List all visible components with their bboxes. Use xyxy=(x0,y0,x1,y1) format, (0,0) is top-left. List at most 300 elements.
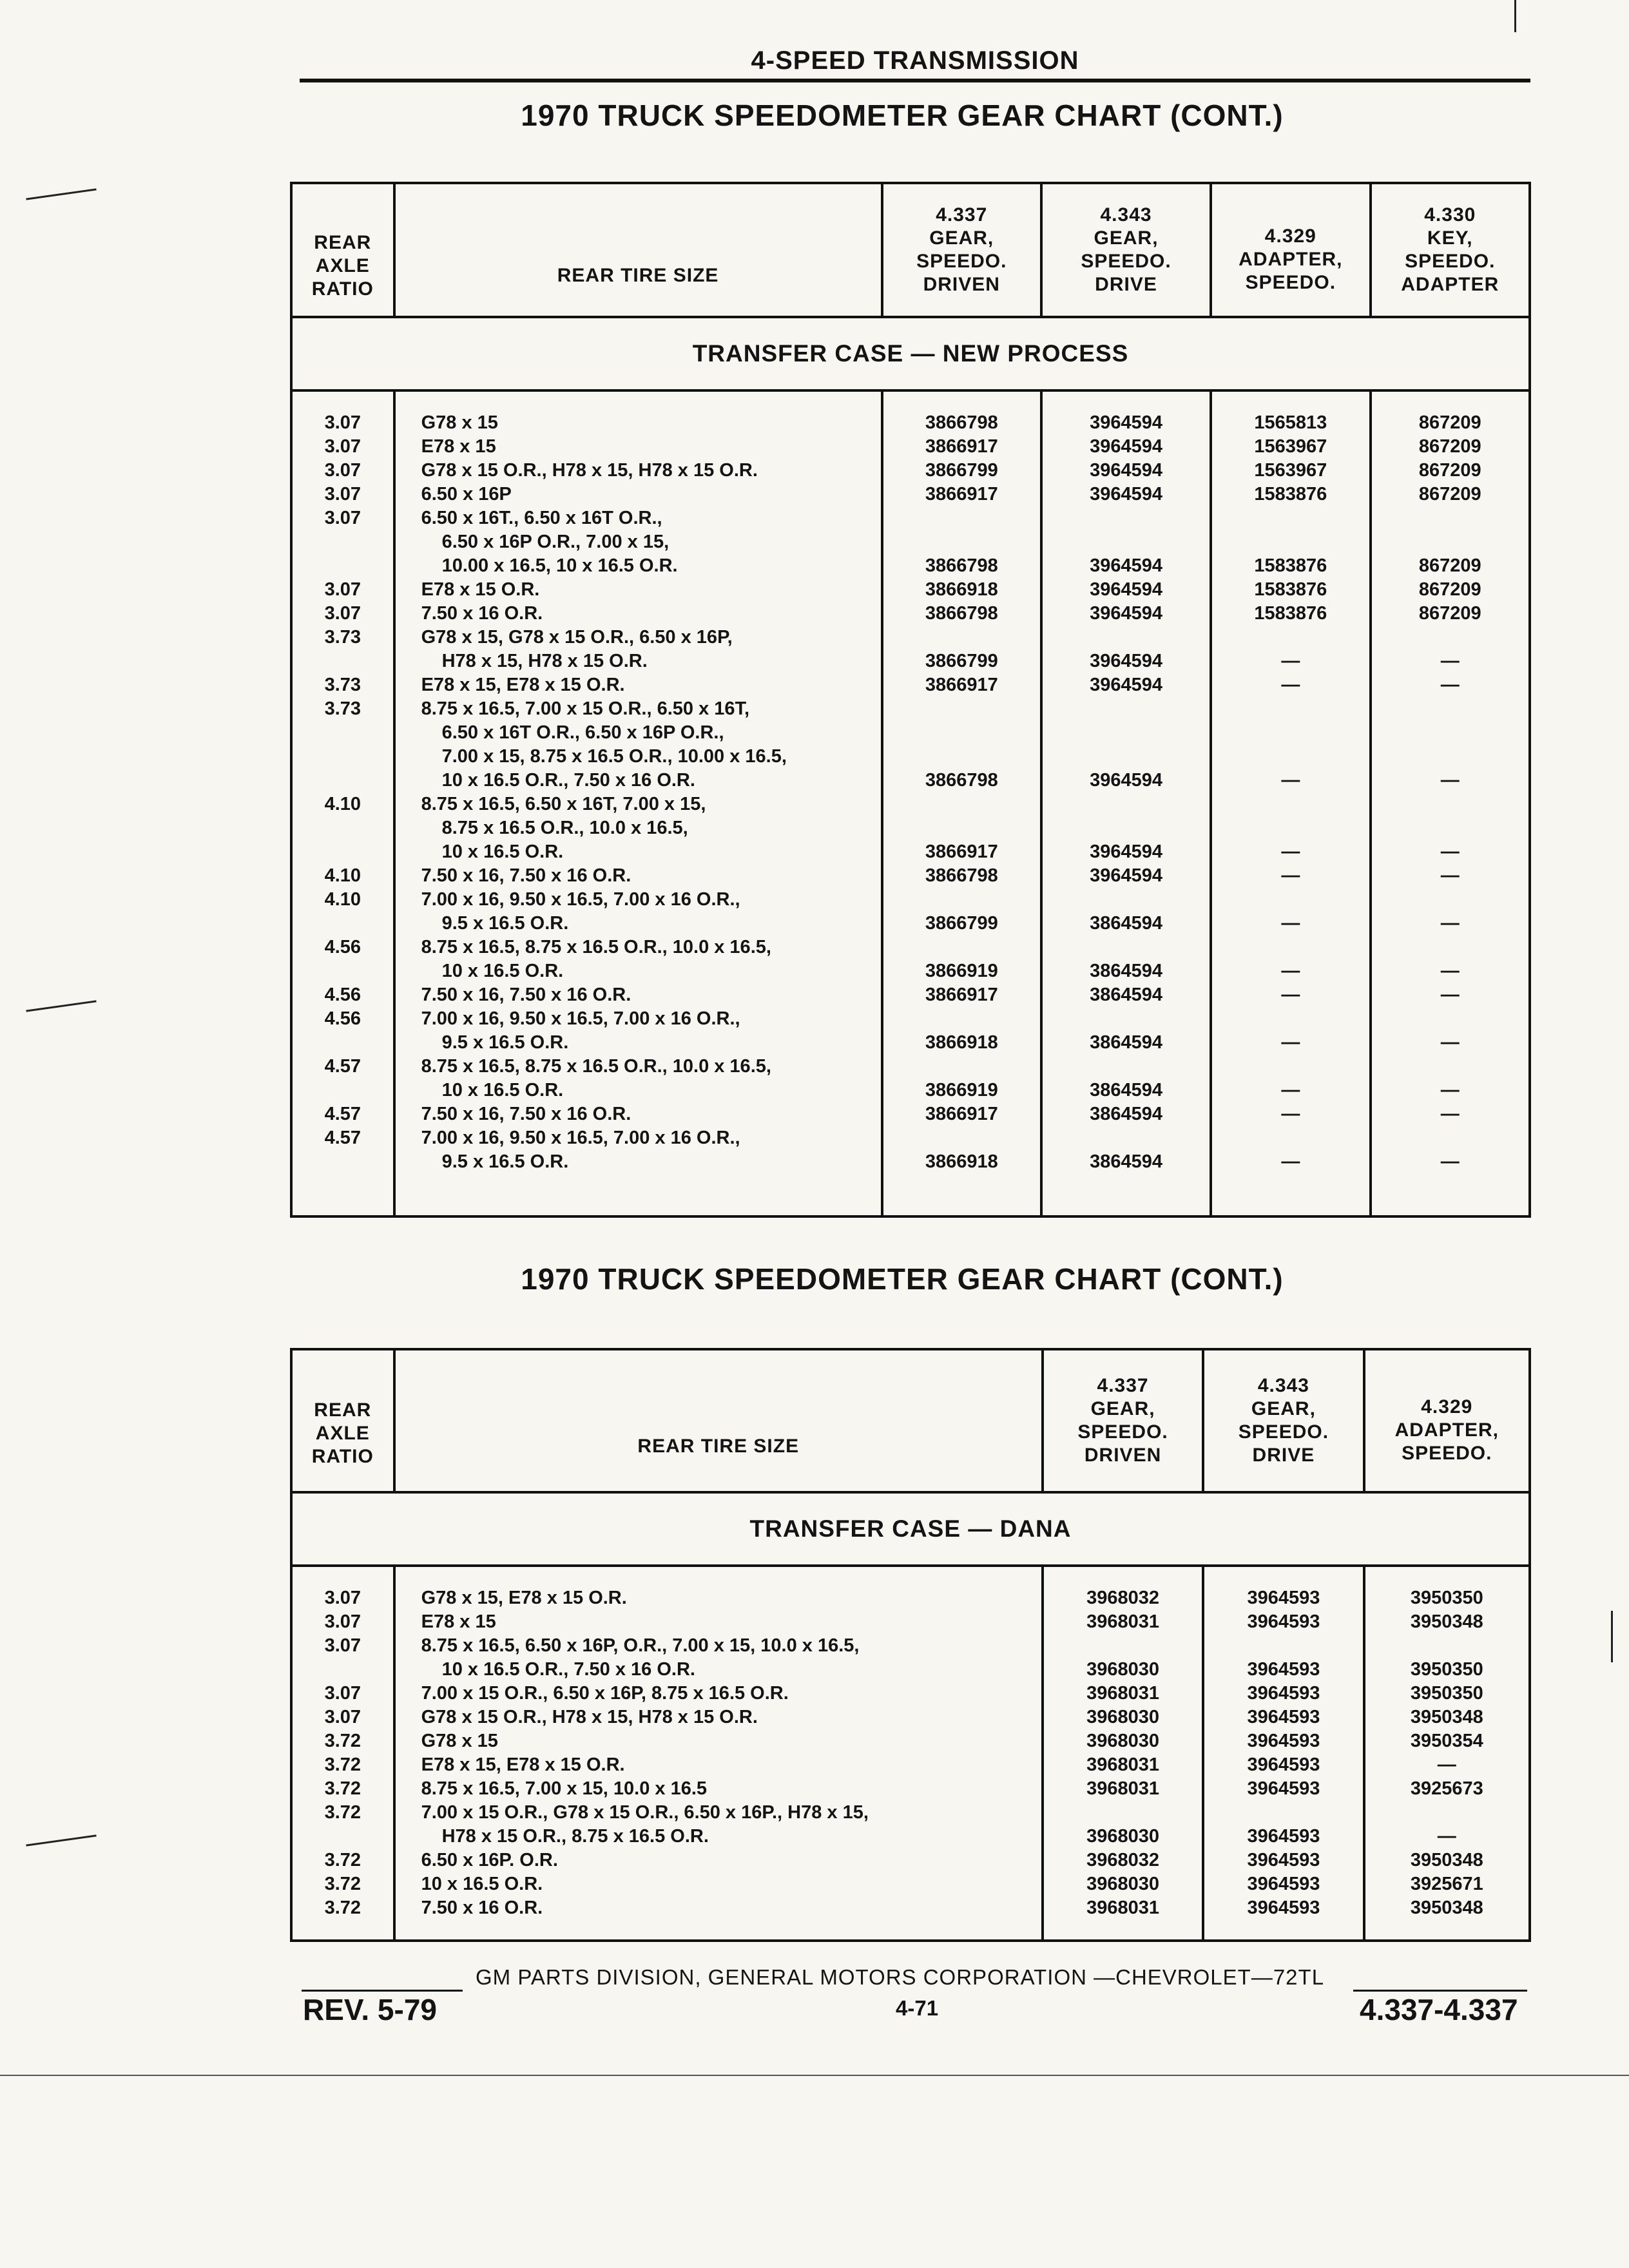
cell-key: — xyxy=(1440,985,1460,1005)
cell-adapter: — xyxy=(1281,865,1300,886)
cell-adapter xyxy=(1365,1634,1528,1658)
cell-tire: 10 x 16.5 O.R. xyxy=(421,1874,543,1894)
tire-size-column xyxy=(394,390,882,1216)
cell-key: — xyxy=(1440,1080,1460,1100)
cell-tire: 9.5 x 16.5 O.R. xyxy=(441,1032,569,1053)
cell-drive: 3964593 xyxy=(1247,1588,1320,1608)
adapter-column xyxy=(1211,390,1370,1216)
cell-driven: 3866917 xyxy=(925,484,998,505)
cell-tire: 10.00 x 16.5, 10 x 16.5 O.R. xyxy=(441,555,678,576)
cell-ratio: 4.10 xyxy=(324,794,361,814)
cell-adapter xyxy=(1212,721,1369,745)
chart-title-1: 1970 TRUCK SPEEDOMETER GEAR CHART (CONT.) xyxy=(521,99,1284,132)
cell-drive: 3964594 xyxy=(1090,865,1162,886)
cell-tire: 8.75 x 16.5, 8.75 x 16.5 O.R., 10.0 x 16.5, xyxy=(421,937,771,957)
cell-driven: 3866918 xyxy=(925,1151,998,1172)
cell-drive: 3864594 xyxy=(1090,1151,1162,1172)
cell-driven xyxy=(883,816,1040,840)
cell-key: — xyxy=(1440,1151,1460,1172)
cell-drive xyxy=(1043,745,1210,769)
cell-driven: 3968031 xyxy=(1086,1898,1160,1918)
cell-tire: 7.00 x 15 O.R., 6.50 x 16P, 8.75 x 16.5 O.R. xyxy=(421,1683,789,1704)
cell-drive: 3864594 xyxy=(1090,1032,1162,1053)
cell-ratio xyxy=(293,959,393,983)
cell-key: — xyxy=(1440,1032,1460,1053)
cell-adapter: — xyxy=(1281,1032,1300,1053)
cell-tire: 9.5 x 16.5 O.R. xyxy=(441,913,569,934)
cell-driven: 3968030 xyxy=(1086,1659,1160,1680)
cell-driven xyxy=(883,697,1040,721)
cell-adapter: 3925671 xyxy=(1410,1874,1483,1894)
cell-adapter: 3950348 xyxy=(1410,1898,1483,1918)
cell-drive xyxy=(1204,1801,1362,1825)
cell-adapter: 3950348 xyxy=(1410,1850,1483,1870)
cell-driven: 3866917 xyxy=(925,841,998,862)
cell-ratio: 4.10 xyxy=(324,865,361,886)
cell-driven xyxy=(883,1126,1040,1150)
cell-adapter: 1565813 xyxy=(1254,412,1327,433)
cell-adapter xyxy=(1212,745,1369,769)
footer-page-number: 4-71 xyxy=(896,1996,939,2020)
cell-tire: 10 x 16.5 O.R. xyxy=(441,1080,564,1100)
cell-drive: 3864594 xyxy=(1090,961,1162,981)
cell-driven xyxy=(1044,1801,1202,1825)
cell-ratio: 3.07 xyxy=(324,1707,361,1727)
cell-ratio xyxy=(293,1031,393,1055)
cell-adapter: 1563967 xyxy=(1254,460,1327,481)
header-gear-drive: 4.343 GEAR, SPEEDO. DRIVE xyxy=(1041,183,1211,317)
cell-driven xyxy=(883,626,1040,649)
cell-driven: 3866918 xyxy=(925,1032,998,1053)
cell-adapter xyxy=(1212,816,1369,840)
cell-adapter: 3950354 xyxy=(1410,1731,1483,1751)
cell-tire: 6.50 x 16P O.R., 7.00 x 15, xyxy=(441,532,670,552)
cell-key xyxy=(1372,721,1528,745)
cell-adapter: — xyxy=(1281,985,1300,1005)
cell-key: 867209 xyxy=(1418,579,1481,600)
footer-publisher: GM PARTS DIVISION, GENERAL MOTORS CORPORATION —CHEVROLET—72TL xyxy=(476,1965,1325,1989)
cell-tire: G78 x 15, G78 x 15 O.R., 6.50 x 16P, xyxy=(421,627,733,648)
cell-key: 867209 xyxy=(1418,412,1481,433)
cell-ratio xyxy=(293,554,393,578)
cell-drive: 3964594 xyxy=(1090,555,1162,576)
cell-driven xyxy=(883,936,1040,959)
cell-ratio: 3.72 xyxy=(324,1778,361,1799)
cell-ratio xyxy=(293,1150,393,1174)
cell-drive xyxy=(1043,816,1210,840)
cell-driven: 3968031 xyxy=(1086,1754,1160,1775)
cell-drive: 3964594 xyxy=(1090,436,1162,457)
cell-drive: 3964594 xyxy=(1090,579,1162,600)
cell-tire: 7.50 x 16 O.R. xyxy=(421,603,543,624)
cell-ratio xyxy=(293,649,393,673)
header-axle-ratio: REAR AXLE RATIO xyxy=(291,183,394,317)
cell-driven: 3866917 xyxy=(925,1104,998,1124)
cell-drive: 3964593 xyxy=(1247,1707,1320,1727)
cell-tire: H78 x 15 O.R., 8.75 x 16.5 O.R. xyxy=(441,1826,709,1847)
section-heading: 4-SPEED TRANSMISSION xyxy=(751,46,1079,75)
cell-tire: 6.50 x 16P xyxy=(421,484,512,505)
cell-key: 867209 xyxy=(1418,603,1481,624)
cell-adapter xyxy=(1212,1126,1369,1150)
cell-ratio: 4.10 xyxy=(324,889,361,910)
cell-ratio xyxy=(293,745,393,769)
cell-ratio: 3.73 xyxy=(324,698,361,719)
tire-size-column xyxy=(394,1566,1043,1941)
cell-drive: 3864594 xyxy=(1090,1080,1162,1100)
cell-driven: 3968031 xyxy=(1086,1683,1160,1704)
gear-driven-column xyxy=(1043,1566,1203,1941)
cell-key: 867209 xyxy=(1418,484,1481,505)
cell-drive: 3964593 xyxy=(1247,1754,1320,1775)
header-adapter: 4.329 ADAPTER, SPEEDO. xyxy=(1211,183,1370,317)
cell-drive xyxy=(1043,530,1210,554)
cell-drive xyxy=(1043,506,1210,530)
cell-driven: 3968030 xyxy=(1086,1874,1160,1894)
cell-adapter: 1583876 xyxy=(1254,579,1327,600)
cell-ratio xyxy=(293,1658,393,1682)
cell-drive: 3964594 xyxy=(1090,651,1162,671)
cell-drive xyxy=(1043,721,1210,745)
cell-adapter: — xyxy=(1281,651,1300,671)
cell-ratio: 3.72 xyxy=(324,1731,361,1751)
cell-drive: 3964594 xyxy=(1090,603,1162,624)
cell-drive xyxy=(1043,626,1210,649)
cell-ratio: 3.07 xyxy=(324,436,361,457)
cell-driven: 3866917 xyxy=(925,436,998,457)
cell-drive xyxy=(1043,697,1210,721)
cell-drive: 3964593 xyxy=(1247,1611,1320,1632)
cell-tire: 7.00 x 16, 9.50 x 16.5, 7.00 x 16 O.R., xyxy=(421,1008,740,1029)
chart-title-2: 1970 TRUCK SPEEDOMETER GEAR CHART (CONT.) xyxy=(521,1262,1284,1296)
cell-key: 867209 xyxy=(1418,460,1481,481)
cell-drive: 3964593 xyxy=(1247,1683,1320,1704)
cell-ratio: 3.72 xyxy=(324,1874,361,1894)
cell-driven: 3866917 xyxy=(925,985,998,1005)
scan-mark xyxy=(26,188,96,200)
cell-ratio: 4.56 xyxy=(324,937,361,957)
cell-ratio: 3.07 xyxy=(324,460,361,481)
cell-key xyxy=(1372,816,1528,840)
cell-tire: 10 x 16.5 O.R. xyxy=(441,961,564,981)
cell-key xyxy=(1372,1055,1528,1079)
gear-driven-column xyxy=(882,390,1041,1216)
scan-bottom-line xyxy=(0,2075,1629,2076)
cell-drive: 3964593 xyxy=(1247,1874,1320,1894)
cell-ratio: 4.57 xyxy=(324,1104,361,1124)
cell-key xyxy=(1372,697,1528,721)
cell-adapter xyxy=(1212,936,1369,959)
cell-adapter: — xyxy=(1281,675,1300,695)
cell-ratio: 3.72 xyxy=(324,1754,361,1775)
cell-ratio xyxy=(293,1825,393,1849)
gear-drive-column xyxy=(1041,390,1211,1216)
cell-tire: 8.75 x 16.5, 7.00 x 15 O.R., 6.50 x 16T, xyxy=(421,698,750,719)
cell-ratio: 3.07 xyxy=(324,1683,361,1704)
cell-key: — xyxy=(1440,675,1460,695)
key-adapter-column xyxy=(1371,390,1530,1216)
cell-adapter xyxy=(1212,530,1369,554)
cell-adapter: 3950350 xyxy=(1410,1588,1483,1608)
cell-key: — xyxy=(1440,961,1460,981)
cell-tire: 8.75 x 16.5 O.R., 10.0 x 16.5, xyxy=(441,818,688,838)
cell-driven: 3968032 xyxy=(1086,1850,1160,1870)
transfer-case-label: TRANSFER CASE — DANA xyxy=(291,1492,1530,1566)
cell-adapter: 1563967 xyxy=(1254,436,1327,457)
cell-ratio xyxy=(293,840,393,864)
cell-ratio: 3.07 xyxy=(324,603,361,624)
cell-key xyxy=(1372,530,1528,554)
cell-tire: G78 x 15 O.R., H78 x 15, H78 x 15 O.R. xyxy=(421,1707,758,1727)
gear-chart-new-process xyxy=(290,182,1531,1218)
header-adapter: 4.329 ADAPTER, SPEEDO. xyxy=(1364,1349,1530,1492)
cell-driven: 3866798 xyxy=(925,865,998,886)
cell-ratio xyxy=(293,816,393,840)
cell-adapter: 3950350 xyxy=(1410,1683,1483,1704)
cell-key xyxy=(1372,936,1528,959)
header-gear-driven: 4.337 GEAR, SPEEDO. DRIVEN xyxy=(1043,1349,1203,1492)
cell-driven xyxy=(883,793,1040,816)
cell-driven: 3968032 xyxy=(1086,1588,1160,1608)
cell-ratio xyxy=(293,721,393,745)
cell-driven xyxy=(883,888,1040,912)
cell-drive: 3964594 xyxy=(1090,770,1162,791)
cell-adapter: — xyxy=(1281,1151,1300,1172)
cell-drive: 3964594 xyxy=(1090,675,1162,695)
cell-driven: 3968031 xyxy=(1086,1611,1160,1632)
cell-ratio: 3.07 xyxy=(324,1611,361,1632)
cell-ratio: 3.07 xyxy=(324,484,361,505)
cell-ratio xyxy=(293,530,393,554)
cell-drive: 3964594 xyxy=(1090,460,1162,481)
cell-drive xyxy=(1043,793,1210,816)
cell-ratio: 3.07 xyxy=(324,1635,361,1656)
cell-key: — xyxy=(1440,651,1460,671)
ratio-column xyxy=(291,1566,394,1941)
cell-tire: 7.00 x 15, 8.75 x 16.5 O.R., 10.00 x 16.5, xyxy=(441,746,787,767)
cell-drive xyxy=(1043,1126,1210,1150)
cell-key xyxy=(1372,1126,1528,1150)
cell-key xyxy=(1372,626,1528,649)
cell-drive xyxy=(1043,1055,1210,1079)
cell-key: — xyxy=(1440,1104,1460,1124)
cell-driven: 3866919 xyxy=(925,1080,998,1100)
cell-ratio: 3.72 xyxy=(324,1802,361,1823)
footer-rule-left xyxy=(302,1990,463,1992)
cell-drive: 3864594 xyxy=(1090,1104,1162,1124)
cell-tire: 6.50 x 16T O.R., 6.50 x 16P O.R., xyxy=(441,722,724,743)
cell-driven xyxy=(883,721,1040,745)
cell-driven: 3866798 xyxy=(925,603,998,624)
scan-mark xyxy=(1514,0,1516,32)
cell-driven: 3968031 xyxy=(1086,1778,1160,1799)
cell-tire: E78 x 15, E78 x 15 O.R. xyxy=(421,675,625,695)
cell-drive: 3964593 xyxy=(1247,1850,1320,1870)
cell-key: — xyxy=(1440,865,1460,886)
cell-key xyxy=(1372,1007,1528,1031)
cell-tire: 10 x 16.5 O.R., 7.50 x 16 O.R. xyxy=(441,1659,695,1680)
cell-adapter xyxy=(1212,697,1369,721)
cell-driven: 3866918 xyxy=(925,579,998,600)
transfer-case-label: TRANSFER CASE — NEW PROCESS xyxy=(291,317,1530,390)
cell-tire: 7.50 x 16 O.R. xyxy=(421,1898,543,1918)
cell-ratio xyxy=(293,1079,393,1102)
cell-driven: 3866798 xyxy=(925,412,998,433)
cell-driven: 3866798 xyxy=(925,555,998,576)
cell-driven xyxy=(1044,1634,1202,1658)
cell-driven: 3866917 xyxy=(925,675,998,695)
cell-adapter: 3950348 xyxy=(1410,1707,1483,1727)
cell-driven xyxy=(883,530,1040,554)
cell-adapter: 3950348 xyxy=(1410,1611,1483,1632)
header-gear-driven: 4.337 GEAR, SPEEDO. DRIVEN xyxy=(882,183,1041,317)
cell-driven: 3866799 xyxy=(925,651,998,671)
cell-drive: 3864594 xyxy=(1090,985,1162,1005)
cell-ratio xyxy=(293,769,393,793)
cell-drive: 3964593 xyxy=(1247,1778,1320,1799)
cell-tire: 6.50 x 16T., 6.50 x 16T O.R., xyxy=(421,508,662,528)
cell-tire: 8.75 x 16.5, 6.50 x 16T, 7.00 x 15, xyxy=(421,794,706,814)
cell-adapter: — xyxy=(1281,841,1300,862)
cell-adapter: — xyxy=(1281,913,1300,934)
cell-drive xyxy=(1043,1007,1210,1031)
cell-tire: 10 x 16.5 O.R. xyxy=(441,841,564,862)
cell-drive xyxy=(1204,1634,1362,1658)
cell-adapter xyxy=(1212,793,1369,816)
cell-adapter: — xyxy=(1281,1104,1300,1124)
cell-driven xyxy=(883,1007,1040,1031)
header-axle-ratio: REAR AXLE RATIO xyxy=(291,1349,394,1492)
cell-tire: G78 x 15 xyxy=(421,412,498,433)
cell-key xyxy=(1372,888,1528,912)
cell-adapter: — xyxy=(1281,770,1300,791)
cell-tire: 7.50 x 16, 7.50 x 16 O.R. xyxy=(421,865,631,886)
cell-ratio xyxy=(293,912,393,936)
cell-tire: 8.75 x 16.5, 8.75 x 16.5 O.R., 10.0 x 16.5, xyxy=(421,1056,771,1077)
cell-key: — xyxy=(1440,841,1460,862)
cell-tire: G78 x 15 xyxy=(421,1731,498,1751)
cell-tire: 10 x 16.5 O.R., 7.50 x 16 O.R. xyxy=(441,770,695,791)
cell-ratio: 4.57 xyxy=(324,1128,361,1148)
cell-drive: 3964594 xyxy=(1090,841,1162,862)
cell-adapter: 3925673 xyxy=(1410,1778,1483,1799)
cell-adapter xyxy=(1212,1055,1369,1079)
cell-adapter xyxy=(1212,506,1369,530)
cell-drive: 3964593 xyxy=(1247,1731,1320,1751)
cell-driven: 3866799 xyxy=(925,913,998,934)
cell-ratio: 3.73 xyxy=(324,627,361,648)
footer-revision: REV. 5-79 xyxy=(303,1993,437,2026)
cell-ratio: 3.07 xyxy=(324,579,361,600)
header-tire-size: REAR TIRE SIZE xyxy=(394,183,882,317)
cell-tire: E78 x 15 O.R. xyxy=(421,579,540,600)
cell-driven xyxy=(883,506,1040,530)
cell-adapter xyxy=(1365,1801,1528,1825)
cell-adapter: 1583876 xyxy=(1254,603,1327,624)
cell-drive: 3964593 xyxy=(1247,1826,1320,1847)
scan-mark xyxy=(1611,1611,1613,1662)
cell-tire: G78 x 15, E78 x 15 O.R. xyxy=(421,1588,627,1608)
cell-tire: 8.75 x 16.5, 6.50 x 16P, O.R., 7.00 x 15, 10.0 x 16.5, xyxy=(421,1635,860,1656)
cell-key: — xyxy=(1440,913,1460,934)
cell-key: 867209 xyxy=(1418,555,1481,576)
cell-ratio: 3.72 xyxy=(324,1850,361,1870)
cell-ratio: 4.56 xyxy=(324,1008,361,1029)
cell-drive: 3964594 xyxy=(1090,484,1162,505)
ratio-column xyxy=(291,390,394,1216)
cell-tire: H78 x 15, H78 x 15 O.R. xyxy=(441,651,648,671)
gear-chart-dana xyxy=(290,1348,1531,1942)
cell-drive: 3964594 xyxy=(1090,412,1162,433)
cell-drive: 3864594 xyxy=(1090,913,1162,934)
cell-ratio: 4.56 xyxy=(324,985,361,1005)
footer-rule-right xyxy=(1353,1990,1527,1992)
header-gear-drive: 4.343 GEAR, SPEEDO. DRIVE xyxy=(1203,1349,1364,1492)
cell-driven xyxy=(883,1055,1040,1079)
cell-tire: E78 x 15 xyxy=(421,1611,496,1632)
cell-tire: E78 x 15, E78 x 15 O.R. xyxy=(421,1754,625,1775)
footer-part-range: 4.337-4.337 xyxy=(1360,1993,1518,2026)
cell-adapter: 1583876 xyxy=(1254,555,1327,576)
cell-key xyxy=(1372,506,1528,530)
scan-mark xyxy=(26,1000,96,1012)
cell-driven: 3968030 xyxy=(1086,1731,1160,1751)
cell-tire: 7.50 x 16, 7.50 x 16 O.R. xyxy=(421,985,631,1005)
cell-ratio: 3.07 xyxy=(324,412,361,433)
cell-ratio: 4.57 xyxy=(324,1056,361,1077)
cell-tire: 7.50 x 16, 7.50 x 16 O.R. xyxy=(421,1104,631,1124)
cell-drive xyxy=(1043,936,1210,959)
cell-driven: 3866798 xyxy=(925,770,998,791)
cell-driven: 3866799 xyxy=(925,460,998,481)
cell-adapter xyxy=(1212,888,1369,912)
cell-tire: 9.5 x 16.5 O.R. xyxy=(441,1151,569,1172)
scan-mark xyxy=(26,1834,96,1846)
cell-drive xyxy=(1043,888,1210,912)
cell-key: 867209 xyxy=(1418,436,1481,457)
adapter-column xyxy=(1364,1566,1530,1941)
gear-drive-column xyxy=(1203,1566,1364,1941)
cell-ratio: 3.07 xyxy=(324,508,361,528)
cell-drive: 3964593 xyxy=(1247,1898,1320,1918)
cell-driven xyxy=(883,745,1040,769)
cell-key xyxy=(1372,745,1528,769)
cell-tire: E78 x 15 xyxy=(421,436,496,457)
cell-adapter: — xyxy=(1281,1080,1300,1100)
cell-tire: G78 x 15 O.R., H78 x 15, H78 x 15 O.R. xyxy=(421,460,758,481)
header-key-adapter: 4.330 KEY, SPEEDO. ADAPTER xyxy=(1371,183,1530,317)
cell-adapter xyxy=(1212,626,1369,649)
cell-driven: 3968030 xyxy=(1086,1826,1160,1847)
heading-rule xyxy=(300,79,1530,82)
cell-ratio: 3.07 xyxy=(324,1588,361,1608)
cell-adapter: 3950350 xyxy=(1410,1659,1483,1680)
cell-tire: 8.75 x 16.5, 7.00 x 15, 10.0 x 16.5 xyxy=(421,1778,708,1799)
cell-key xyxy=(1372,793,1528,816)
cell-tire: 7.00 x 16, 9.50 x 16.5, 7.00 x 16 O.R., xyxy=(421,889,740,910)
cell-key: — xyxy=(1440,770,1460,791)
cell-ratio: 3.73 xyxy=(324,675,361,695)
cell-driven: 3866919 xyxy=(925,961,998,981)
cell-adapter: — xyxy=(1281,961,1300,981)
cell-tire: 7.00 x 15 O.R., G78 x 15 O.R., 6.50 x 16P., H78 x 15, xyxy=(421,1802,869,1823)
header-tire-size: REAR TIRE SIZE xyxy=(394,1349,1043,1492)
cell-tire: 6.50 x 16P. O.R. xyxy=(421,1850,558,1870)
cell-ratio: 3.72 xyxy=(324,1898,361,1918)
cell-adapter: — xyxy=(1437,1826,1456,1847)
cell-tire: 7.00 x 16, 9.50 x 16.5, 7.00 x 16 O.R., xyxy=(421,1128,740,1148)
cell-adapter xyxy=(1212,1007,1369,1031)
